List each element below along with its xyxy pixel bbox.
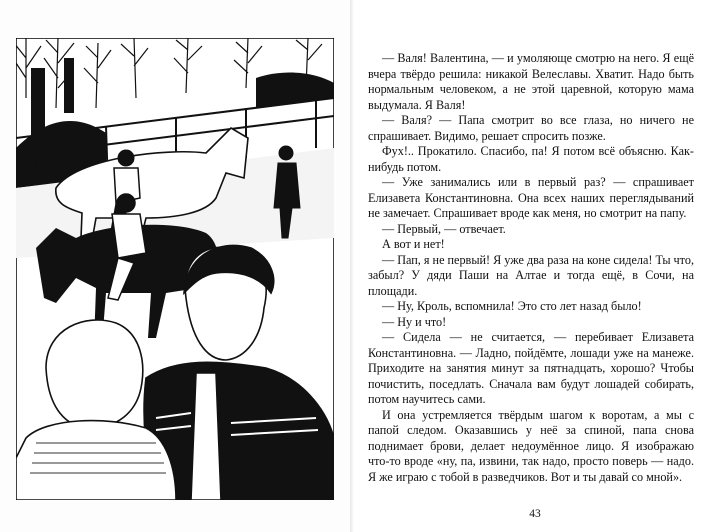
page-number: 43: [529, 508, 541, 520]
left-page: [0, 0, 352, 532]
illustration-horses-riding-lesson: [16, 38, 334, 500]
paragraph: — Ну, Кроль, вспомнила! Это сто лет назад было!: [382, 299, 642, 313]
paragraph: — Уже занимались или в первый раз? — спрашивает Елизавета Константиновна. Она всех наших переглядываний не замечает. Спрашивает вроде как меня, но смотрит на папу.: [368, 175, 694, 220]
paragraph: — Первый, — отвечает.: [382, 221, 506, 236]
paragraph: И она устремляется твёрдым шагом к воротам, а мы с папой следом. Оказавшись у неё за спиной, папа снова поднимает брови, делает недоумённое лицо. Я изображаю что-то вроде «ну, па, извини, так надо, просто поверь — надо. Я же играю с тобой в разведчиков. Вот и ты давай со мной».: [368, 407, 694, 484]
paragraph: Фух!.. Прокатило. Спасибо, па! Я потом всё объясню. Как-нибудь потом.: [368, 144, 694, 174]
page-text: [368, 51, 694, 485]
book-gutter: [350, 0, 354, 532]
paragraph: — Пап, я не первый! Я уже два раза на коне сидела! Ты что, забыл? У дяди Паши на Алтае и тогда ещё, в Сочи, на площади.: [368, 252, 694, 298]
paragraph: А вот и нет!: [382, 237, 445, 251]
paragraph: — Ну и что!: [382, 314, 447, 329]
paragraph: — Валя? — Папа смотрит во все глаза, но ничего не спрашивает. Видимо, решает спросить позже.: [368, 113, 694, 143]
right-page: [356, 0, 714, 532]
paragraph: — Сидела — не считается, — перебивает Елизавета Константиновна. — Ладно, пойдёмте, лошади уже на манеже. Приходите на занятия минут за пятнадцать, хорошо? Чтобы почистить, поседлать. Сначала вам будут лошадей собирать, потом научитесь сами.: [368, 330, 694, 406]
paragraph: — Валя! Валентина, — и умоляюще смотрю на него. Я ещё вчера твёрдо решила: никакой Велеславы. Хватит. Надо быть нормальным человеком, а не этой царевной, которую мама выдумала. Я Валя!: [368, 51, 694, 112]
